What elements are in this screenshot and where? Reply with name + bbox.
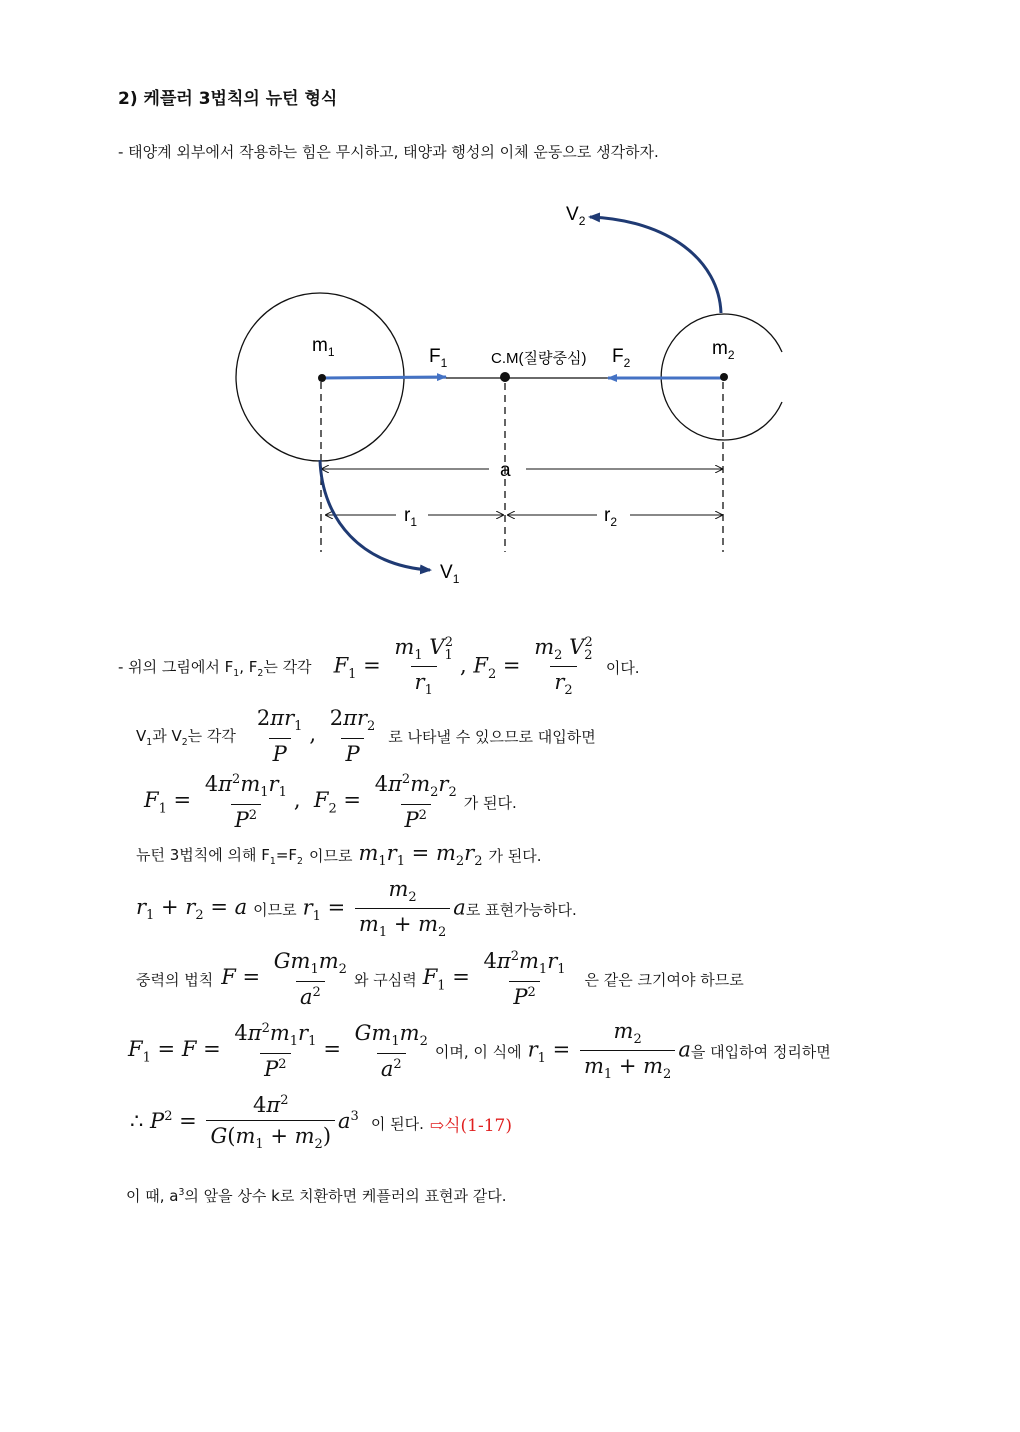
force-f1-arrow	[322, 377, 446, 378]
equation-reference: ⇨식(1-17)	[429, 1115, 512, 1136]
label-v1: $V_1$	[440, 562, 460, 586]
sum-radii-equation: $r_1 + r_2 = a$	[136, 894, 248, 924]
force-equation-f1: $F_1$ = $\frac{m_1 V_1^2}{r_1}$ , $F_2$ = $\frac{m_2 V_2^2}{r_2}$	[333, 634, 593, 699]
label-m2: $m_2$	[712, 338, 735, 362]
line7-mid: 이며, 이 식에	[434, 1042, 522, 1061]
line7-end: 을 대입하여 정리하면	[690, 1042, 831, 1061]
momentum-balance-equation: $m_1r_1 = m_2r_2$	[358, 840, 483, 870]
equation-line-8	[130, 1090, 512, 1156]
m1-center-dot	[318, 374, 326, 382]
two-body-diagram	[0, 0, 1020, 600]
gravity-law-equation: F = $\frac{Gm_1m_2}{a^2}$	[221, 949, 347, 1009]
line4-mid: 이므로	[308, 846, 353, 865]
force-substituted-equation: $F_1$ = $\frac{4\pi^2m_1r_1}{P^2}$ , $F_2$ = $\frac{4\pi^2m_2r_2}{P^2}$	[144, 772, 457, 832]
section-title: 2) 케플러 3법칙의 뉴턴 형식	[118, 89, 338, 109]
equation-line-2: $V_1$과 $V_2$는 각각 $\frac{2\pi r_1}{P}$ , $\frac{2\pi r_2}{P}$ 로 나타낼 수 있으므로 대입하면	[136, 706, 596, 766]
cm-dot	[500, 372, 510, 382]
line1-end: 이다.	[605, 658, 640, 677]
label-f1: $F_1$	[429, 346, 448, 370]
line1-prefix: - 위의 그림에서 F	[118, 657, 234, 676]
kepler-third-law-equation: ∴ $P^2$ = $\frac{4\pi^2}{G(m_1 + m_2)}$ $a^3$	[130, 1093, 359, 1152]
line4-end: 가 된다.	[488, 846, 542, 865]
line8-end: 이 된다.	[370, 1114, 424, 1133]
line5-mid: 이므로	[253, 900, 297, 919]
m2-center-dot	[720, 373, 728, 381]
equation-line-6	[136, 946, 750, 1012]
line6-prefix: 중력의 법칙	[136, 970, 214, 989]
label-v2: $V_2$	[566, 204, 586, 228]
intro-text: - 태양계 외부에서 작용하는 힘은 무시하고, 태양과 행성의 이체 운동으로 생각하자.	[118, 143, 659, 161]
velocity-expressions: $\frac{2\pi r_1}{P}$ , $\frac{2\pi r_2}{P}$	[256, 706, 376, 766]
equation-line-4: 뉴턴 3법칙에 의해 $F_1=F_2$ 이므로 $m_1r_1 = m_2r_2$ 가 된다.	[136, 840, 542, 870]
force-equality-equation: $F_1 = F$ = $\frac{4\pi^2m_1r_1}{P^2}$ = $\frac{Gm_1m_2}{a^2}$	[128, 1021, 428, 1081]
equation-line-5	[136, 876, 583, 942]
label-r1: $r_1$	[404, 505, 418, 529]
line6-end: 은 같은 크기여야 하므로	[584, 970, 744, 989]
label-cm: C.M(질량중심)	[491, 350, 587, 367]
r1-expression: $r_1$ = $\frac{m_2}{m_1 + m_2}$ a	[302, 876, 466, 941]
label-r2: $r_2$	[604, 505, 618, 529]
velocity-v2-arrow	[590, 217, 721, 313]
line5-end: 로 표현가능하다.	[465, 900, 577, 919]
line2-end: 로 나타낼 수 있으므로 대입하면	[388, 727, 596, 746]
line3-end: 가 된다.	[463, 793, 517, 812]
label-f2: $F_2$	[612, 346, 631, 370]
label-m1: $m_1$	[312, 335, 335, 359]
equation-line-7	[128, 1018, 837, 1084]
label-a: a	[500, 460, 511, 481]
equation-line-1: - 위의 그림에서 $F_1$, $F_2$는 각각 $F_1$ = $\frac{m_1 V_1^2}{r_1}$ , $F_2$ = $\frac{m_2 V_2^2}{r_2}$ 이다.	[118, 634, 640, 699]
line6-mid: 와 구심력	[353, 970, 417, 989]
equation-line-3	[144, 770, 523, 834]
centripetal-force-equation: $F_1$ = $\frac{4\pi^2m_1r_1}{P^2}$	[422, 949, 566, 1009]
equation-line-9: 이 때, $a^3$의 앞을 상수 k로 치환하면 케플러의 표현과 같다.	[126, 1187, 507, 1205]
r1-substitution: $r_1$ = $\frac{m_2}{m_1 + m_2}$ a	[527, 1018, 691, 1083]
